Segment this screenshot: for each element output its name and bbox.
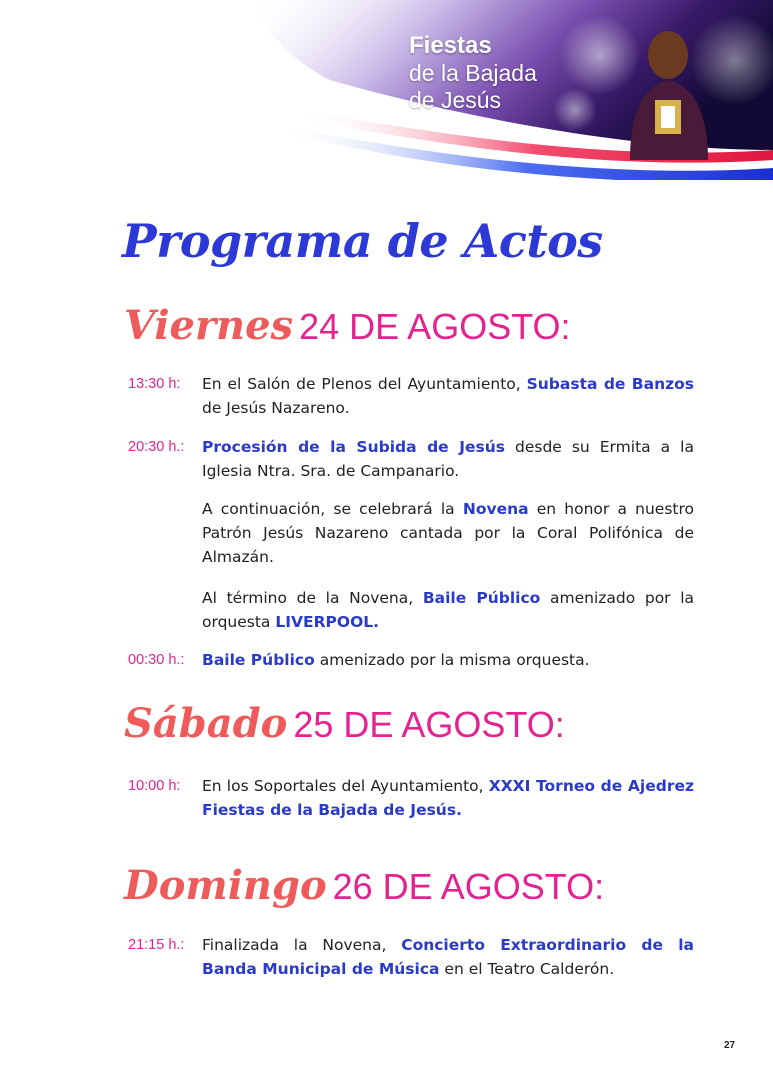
text-part: de Jesús Nazareno. xyxy=(202,399,350,417)
entry-time: 10:00 h: xyxy=(128,778,181,794)
banner-title-line3: de Jesús xyxy=(409,87,502,113)
entry-time: 00:30 h.: xyxy=(128,652,185,668)
text-part: Al término de la Novena, xyxy=(202,589,423,607)
highlight-text: Concierto Extraordinario de la Banda Municipal de Música xyxy=(202,936,694,978)
day-heading-domingo xyxy=(124,862,604,909)
schedule-entry xyxy=(128,372,694,420)
text-part: En los Soportales del Ayuntamiento, xyxy=(202,777,489,795)
entry-text xyxy=(202,435,694,483)
entry-text xyxy=(202,372,694,420)
day-name: Sábado xyxy=(124,700,288,747)
entry-time: 21:15 h.: xyxy=(128,937,185,953)
entry-text xyxy=(202,648,694,672)
text-part: amenizado por la orquesta xyxy=(202,589,695,631)
page-number: 27 xyxy=(724,1040,736,1051)
text-part: En el Salón de Plenos del Ayuntamiento, xyxy=(202,375,527,393)
text-part: amenizado por la misma orquesta. xyxy=(314,651,590,669)
entry-text xyxy=(202,586,694,634)
schedule-entry xyxy=(128,586,694,634)
banner-graphic xyxy=(0,0,773,180)
banner-title-line2: de la Bajada xyxy=(409,60,537,86)
banner-title-line1: Fiestas xyxy=(409,32,492,59)
schedule-entry xyxy=(128,435,694,483)
text-part: en honor a nuestro Patrón Jesús Nazareno cantada por la Coral Polifónica de Almazán. xyxy=(202,500,695,566)
day-name: Domingo xyxy=(124,862,327,909)
schedule-entry xyxy=(128,933,694,981)
day-date: 24 DE AGOSTO: xyxy=(299,306,571,347)
highlight-text: Baile Público xyxy=(202,651,315,669)
schedule-entry xyxy=(128,774,694,822)
day-date: 26 DE AGOSTO: xyxy=(332,866,605,907)
entry-text xyxy=(202,933,694,981)
day-date: 25 DE AGOSTO: xyxy=(293,704,565,745)
highlight-text: Subasta de Banzos xyxy=(526,375,695,393)
text-part: desde su Ermita a la Iglesia Ntra. Sra. de Campanario. xyxy=(202,438,694,480)
entry-text xyxy=(202,497,694,569)
highlight-text: LIVERPOOL. xyxy=(275,613,380,631)
highlight-text: Novena xyxy=(462,500,529,518)
entry-time: 20:30 h.: xyxy=(128,439,185,455)
schedule-entry xyxy=(128,497,694,569)
highlight-text: Baile Público xyxy=(422,589,541,607)
entry-time: 13:30 h: xyxy=(128,376,181,392)
highlight-text: Procesión de la Subida de Jesús xyxy=(202,438,505,456)
day-heading-viernes xyxy=(124,302,571,349)
day-name: Viernes xyxy=(124,302,294,349)
text-part: Finalizada la Novena, xyxy=(202,936,402,954)
day-heading-sabado xyxy=(124,700,565,747)
banner-title xyxy=(409,32,537,114)
highlight-text: XXXI Torneo de Ajedrez Fiestas de la Bajada de Jesús. xyxy=(202,777,695,819)
text-part: A continuación, se celebrará la xyxy=(202,500,463,518)
schedule-entry xyxy=(128,648,694,672)
page-title: Programa de Actos xyxy=(122,214,603,268)
header-banner xyxy=(0,0,773,180)
entry-text xyxy=(202,774,694,822)
text-part: en el Teatro Calderón. xyxy=(439,960,615,978)
